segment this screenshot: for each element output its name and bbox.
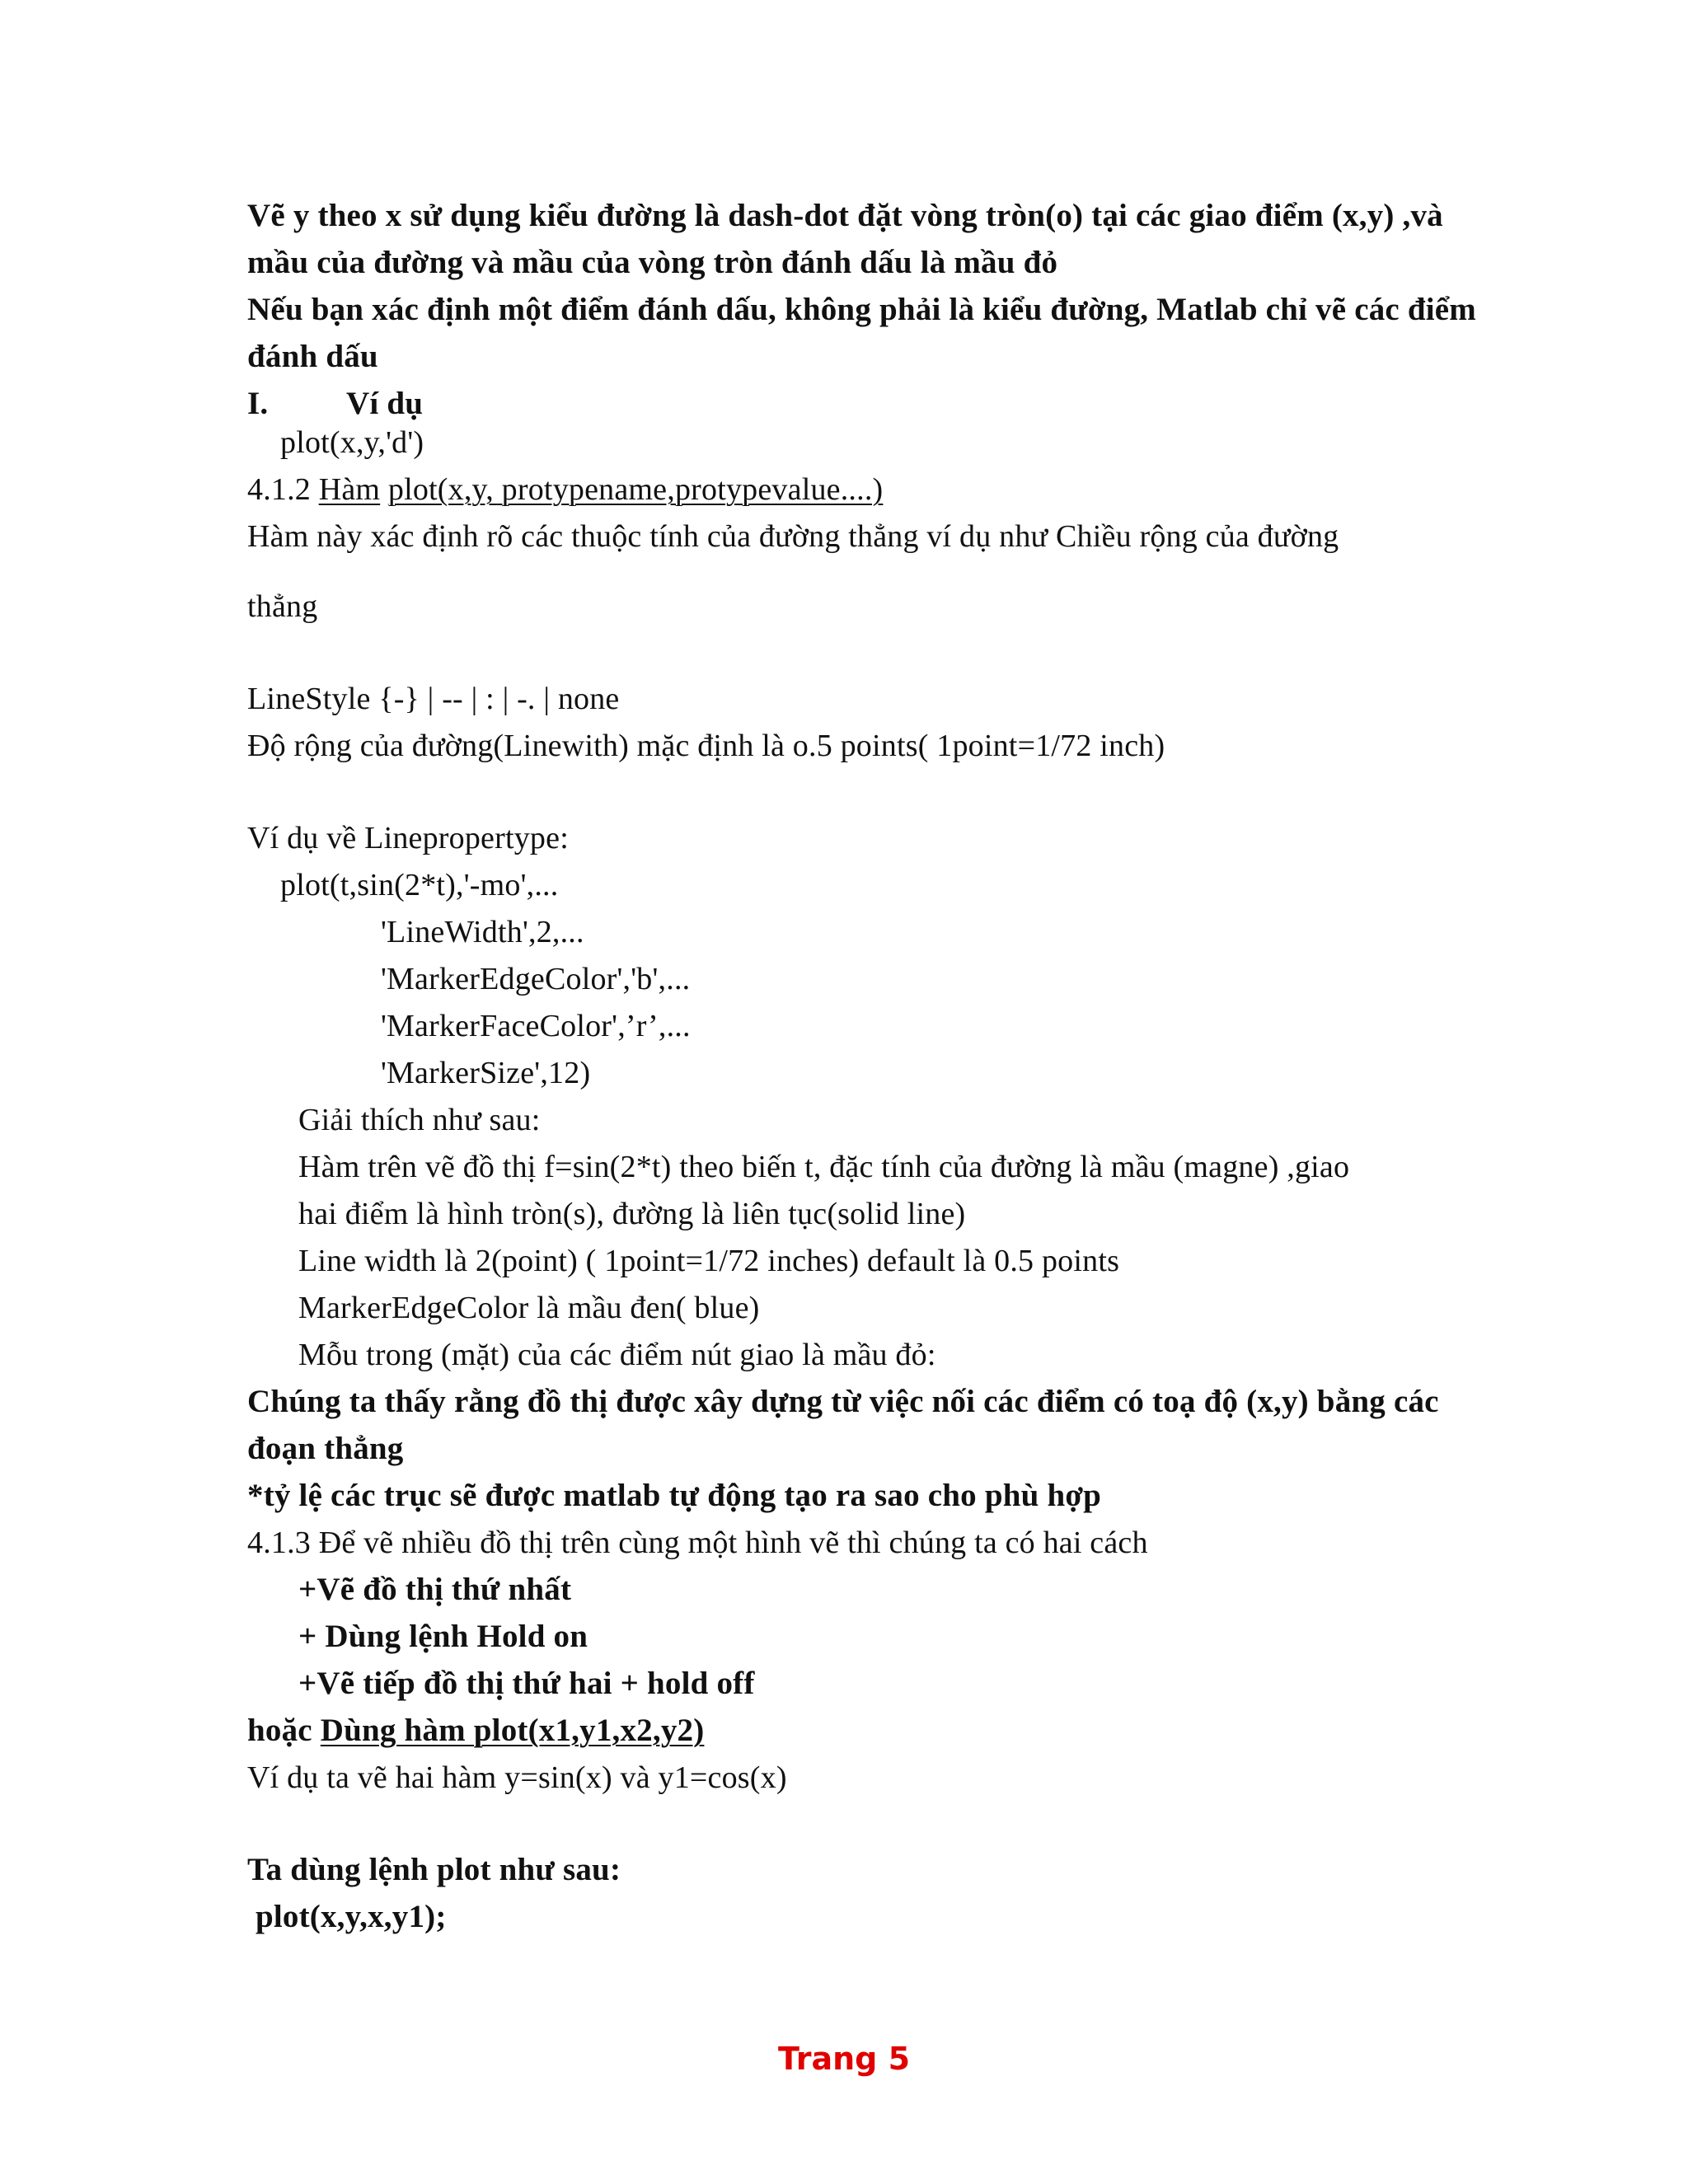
subsection-heading [247,470,883,509]
paragraph-line: đánh dấu [247,339,378,374]
paragraph-line [247,1711,704,1750]
code-line: plot(t,sin(2*t),'-mo',... [280,868,559,902]
paragraph-line: MarkerEdgeColor là mầu đen( blue) [298,1291,760,1325]
paragraph-line: Hàm này xác định rõ các thuộc tính của đường thẳng ví dụ như Chiều rộng của đường [247,519,1339,554]
paragraph-line: thẳng [247,589,318,624]
code-line: plot(x,y,'d') [280,425,424,460]
code-line: 'MarkerFaceColor',’r’,... [381,1009,691,1043]
paragraph-line: Vẽ y theo x sử dụng kiểu đường là dash-dot đặt vòng tròn(o) tại các giao điểm (x,y) ,và [247,198,1443,233]
code-line: 'MarkerSize',12) [381,1056,591,1090]
paragraph-line: Độ rộng của đường(Linewith) mặc định là o.5 points( 1point=1/72 inch) [247,729,1165,763]
paragraph-line: mầu của đường và mầu của vòng tròn đánh dấu là mầu đỏ [247,245,1058,280]
subsection-heading: 4.1.3 Để vẽ nhiều đồ thị trên cùng một hình vẽ thì chúng ta có hai cách [247,1526,1148,1560]
code-line: 'MarkerEdgeColor','b',... [381,962,691,996]
paragraph-line: Ví dụ về Linepropertype: [247,821,569,855]
page-footer: Trang 5 [777,2041,911,2077]
section-number: I. [247,386,269,421]
section-title: Ví dụ [346,386,424,421]
underlined-text: Dùng hàm plot(x1,y1,x2,y2) [320,1713,705,1748]
paragraph-line: Mỗu trong (mặt) của các điểm nút giao là mầu đỏ: [298,1338,936,1372]
code-line: plot(x,y,x,y1); [247,1899,447,1934]
paragraph-line: hai điểm là hình tròn(s), đường là liên tục(solid line) [298,1197,966,1231]
section-heading [247,384,423,424]
subsection-number: 4.1.2 [247,472,319,507]
paragraph-line: Line width là 2(point) ( 1point=1/72 inches) default là 0.5 points [298,1244,1120,1278]
spacer-text [380,472,388,507]
paragraph-line: Nếu bạn xác định một điểm đánh dấu, không phải là kiểu đường, Matlab chỉ vẽ các điểm [247,292,1476,327]
paragraph-line: Giải thích như sau: [298,1103,541,1137]
paragraph-line: Ta dùng lệnh plot như sau: [247,1852,621,1887]
plain-text: hoặc [247,1713,321,1748]
paragraph-line: Ví dụ ta vẽ hai hàm y=sin(x) và y1=cos(x) [247,1760,787,1795]
paragraph-line: đoạn thẳng [247,1431,404,1466]
list-item: +Vẽ tiếp đồ thị thứ hai + hold off [298,1666,755,1701]
paragraph-line: *tỷ lệ các trục sẽ được matlab tự động tạo ra sao cho phù hợp [247,1478,1102,1513]
paragraph-line: Chúng ta thấy rằng đồ thị được xây dựng từ việc nối các điểm có toạ độ (x,y) bằng các [247,1384,1439,1419]
underlined-text: Hàm [318,472,381,507]
underlined-function: plot(x,y, protypename,protypevalue....) [387,472,884,507]
paragraph-line: Hàm trên vẽ đồ thị f=sin(2*t) theo biến t, đặc tính của đường là mầu (magne) ,giao [298,1150,1350,1184]
code-line: 'LineWidth',2,... [381,915,584,949]
list-item: +Vẽ đồ thị thứ nhất [298,1572,572,1607]
paragraph-line: LineStyle {-} | -- | : | -. | none [247,682,620,716]
list-item: + Dùng lệnh Hold on [298,1619,588,1654]
